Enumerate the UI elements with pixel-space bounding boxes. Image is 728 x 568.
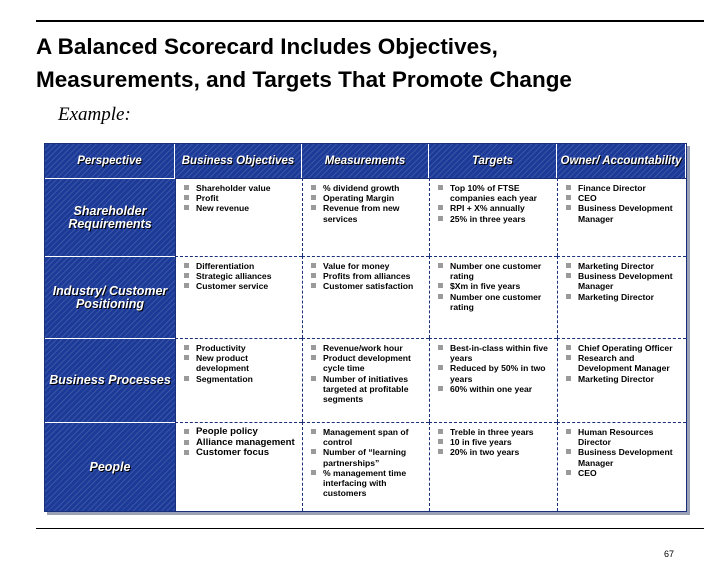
owners-cell bbox=[557, 422, 686, 511]
scorecard-table bbox=[44, 143, 687, 512]
objectives-cell bbox=[175, 178, 302, 256]
row-label: Shareholder Requirements bbox=[45, 178, 175, 256]
bullet-item: Best-in-class within five years bbox=[437, 343, 553, 363]
bullet-item: Business Development Manager bbox=[565, 447, 682, 467]
bullet-item: CEO bbox=[565, 468, 682, 478]
targets-cell bbox=[429, 256, 557, 338]
header-perspective: Perspective bbox=[45, 144, 175, 178]
targets-cell bbox=[429, 178, 557, 256]
bullet-item: Value for money bbox=[310, 261, 425, 271]
bullet-list bbox=[437, 343, 553, 394]
owners-cell bbox=[557, 178, 686, 256]
bullet-item: Reduced by 50% in two years bbox=[437, 363, 553, 383]
bullet-item: Product development cycle time bbox=[310, 353, 425, 373]
bullet-list bbox=[183, 261, 298, 292]
bottom-rule bbox=[36, 528, 704, 529]
bullet-item: Management span of control bbox=[310, 427, 425, 447]
bullet-item: $Xm in five years bbox=[437, 281, 553, 291]
bullet-item: Human Resources Director bbox=[565, 427, 682, 447]
header-owner-accountability: Owner/ Accountability bbox=[557, 144, 686, 178]
example-label: Example: bbox=[58, 104, 131, 125]
header-business-objectives: Business Objectives bbox=[175, 144, 302, 178]
bullet-item: Marketing Director bbox=[565, 261, 682, 271]
bullet-list bbox=[437, 427, 553, 458]
page-title bbox=[36, 30, 696, 96]
bullet-item: Marketing Director bbox=[565, 374, 682, 384]
bullet-list bbox=[183, 343, 298, 384]
bullet-item: Profit bbox=[183, 193, 298, 203]
bullet-list bbox=[437, 261, 553, 312]
bullet-item: % management time interfacing with customers bbox=[310, 468, 425, 499]
bullet-item: Operating Margin bbox=[310, 193, 425, 203]
row-label: Business Processes bbox=[45, 338, 175, 422]
bullet-item: Marketing Director bbox=[565, 292, 682, 302]
bullet-item: Business Development Manager bbox=[565, 203, 682, 223]
measurements-cell bbox=[302, 422, 429, 511]
bullet-item: Segmentation bbox=[183, 374, 298, 384]
header-measurements: Measurements bbox=[302, 144, 429, 178]
measurements-cell bbox=[302, 338, 429, 422]
objectives-cell bbox=[175, 338, 302, 422]
bullet-item: New revenue bbox=[183, 203, 298, 213]
bullet-list bbox=[565, 427, 682, 478]
targets-cell bbox=[429, 338, 557, 422]
bullet-item: 25% in three years bbox=[437, 214, 553, 224]
bullet-item: RPI + X% annually bbox=[437, 203, 553, 213]
bullet-item: % dividend growth bbox=[310, 183, 425, 193]
measurements-cell bbox=[302, 178, 429, 256]
bullet-item: Alliance management bbox=[183, 438, 298, 449]
page-number: 67 bbox=[664, 549, 675, 559]
bullet-item: Productivity bbox=[183, 343, 298, 353]
bullet-item: Revenue/work hour bbox=[310, 343, 425, 353]
bullet-list bbox=[565, 261, 682, 302]
bullet-item: 60% within one year bbox=[437, 384, 553, 394]
bullet-list bbox=[310, 261, 425, 292]
bullet-item: Revenue from new services bbox=[310, 203, 425, 223]
objectives-cell bbox=[175, 422, 302, 511]
bullet-item: 20% in two years bbox=[437, 447, 553, 457]
bullet-item: Differentiation bbox=[183, 261, 298, 271]
bullet-list bbox=[310, 427, 425, 498]
bullet-item: CEO bbox=[565, 193, 682, 203]
bullet-list bbox=[565, 343, 682, 384]
bullet-list bbox=[183, 183, 298, 214]
objectives-cell bbox=[175, 256, 302, 338]
bullet-item: Customer satisfaction bbox=[310, 281, 425, 291]
bullet-list bbox=[437, 183, 553, 224]
bullet-list bbox=[310, 343, 425, 404]
targets-cell bbox=[429, 422, 557, 511]
title-line-2: Measurements, and Targets That Promote Change bbox=[36, 67, 572, 92]
bullet-item: 10 in five years bbox=[437, 437, 553, 447]
owners-cell bbox=[557, 338, 686, 422]
bullet-item: Profits from alliances bbox=[310, 271, 425, 281]
bullet-item: Customer focus bbox=[183, 448, 298, 459]
bullet-item: Chief Operating Officer bbox=[565, 343, 682, 353]
header-targets: Targets bbox=[429, 144, 557, 178]
bullet-item: Customer service bbox=[183, 281, 298, 291]
bullet-item: Number one customer rating bbox=[437, 292, 553, 312]
bullet-item: Research and Development Manager bbox=[565, 353, 682, 373]
bullet-item: Number one customer rating bbox=[437, 261, 553, 281]
bullet-item: Top 10% of FTSE companies each year bbox=[437, 183, 553, 203]
bullet-item: Number of “learning partnerships” bbox=[310, 447, 425, 467]
bullet-list bbox=[565, 183, 682, 224]
bullet-item: Shareholder value bbox=[183, 183, 298, 193]
measurements-cell bbox=[302, 256, 429, 338]
owners-cell bbox=[557, 256, 686, 338]
bullet-item: People policy bbox=[183, 427, 298, 438]
row-label: People bbox=[45, 422, 175, 511]
bullet-item: Treble in three years bbox=[437, 427, 553, 437]
bullet-item: Strategic alliances bbox=[183, 271, 298, 281]
row-label: Industry/ Customer Positioning bbox=[45, 256, 175, 338]
top-rule bbox=[36, 20, 704, 22]
bullet-list bbox=[183, 427, 298, 459]
bullet-item: Finance Director bbox=[565, 183, 682, 193]
title-line-1: A Balanced Scorecard Includes Objectives, bbox=[36, 34, 498, 59]
bullet-item: New product development bbox=[183, 353, 298, 373]
bullet-item: Business Development Manager bbox=[565, 271, 682, 291]
bullet-list bbox=[310, 183, 425, 224]
bullet-item: Number of initiatives targeted at profitable segments bbox=[310, 374, 425, 405]
